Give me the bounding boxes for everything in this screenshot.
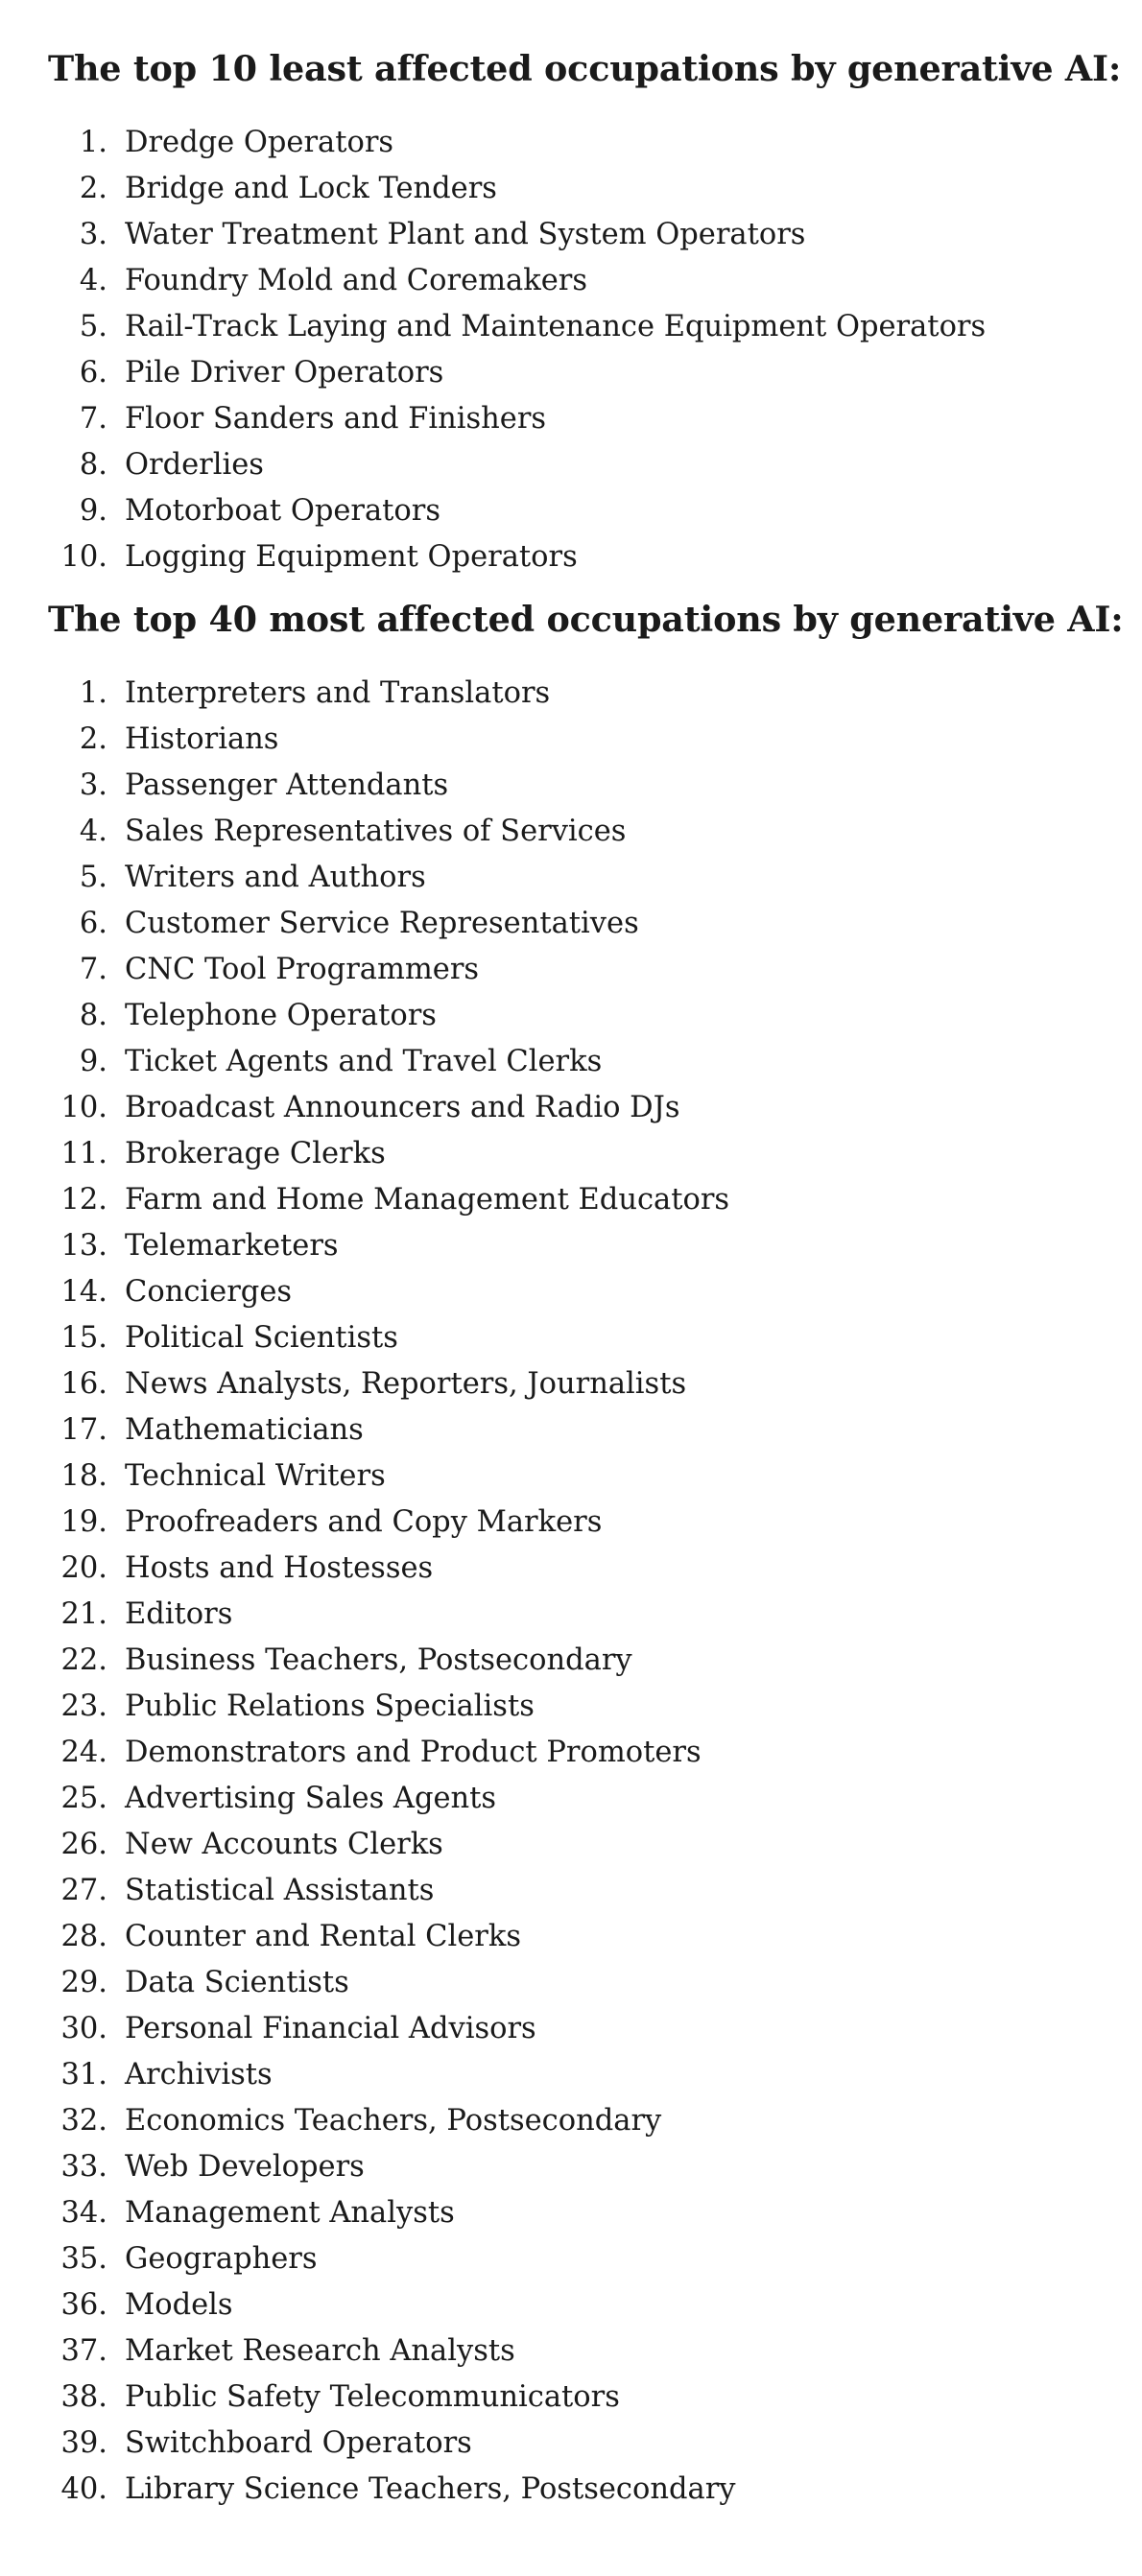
list-item: [48, 1131, 1142, 1177]
list-item-number: 34.: [60, 2196, 107, 2230]
list-item: [48, 947, 1142, 993]
list-item-text: Broadcast Announcers and Radio DJs: [125, 1091, 680, 1124]
most-affected-heading: The top 40 most affected occupations by generative AI:: [48, 599, 1124, 640]
list-item-text: Historians: [125, 722, 279, 756]
list-item-text: CNC Tool Programmers: [125, 953, 480, 986]
list-item-number: 15.: [60, 1321, 107, 1355]
list-item: [48, 1269, 1142, 1315]
list-item: [48, 1177, 1142, 1223]
list-item: [48, 1223, 1142, 1269]
list-item-text: Archivists: [125, 2058, 273, 2092]
list-item-number: 22.: [60, 1643, 107, 1677]
list-item-number: 21.: [60, 1597, 107, 1631]
list-item-number: 3.: [79, 768, 107, 802]
list-item-number: 8.: [79, 448, 107, 482]
list-item: [48, 2328, 1142, 2375]
list-item-text: Mathematicians: [125, 1413, 364, 1447]
list-item-text: News Analysts, Reporters, Journalists: [125, 1367, 687, 1401]
list-item-text: Motorboat Operators: [125, 494, 441, 528]
list-item: [48, 1960, 1142, 2006]
list-item-number: 40.: [60, 2472, 107, 2506]
list-item-text: Pile Driver Operators: [125, 356, 444, 390]
most-affected-list: [48, 671, 1142, 2513]
list-item-text: Concierges: [125, 1275, 293, 1309]
list-item-text: Foundry Mold and Coremakers: [125, 264, 587, 297]
list-item-text: Editors: [125, 1597, 233, 1631]
list-item: [48, 350, 1142, 396]
list-item-number: 13.: [60, 1229, 107, 1263]
list-item: [48, 2467, 1142, 2513]
list-item-text: Statistical Assistants: [125, 1874, 435, 1907]
list-item-number: 28.: [60, 1920, 107, 1953]
list-item: [48, 2375, 1142, 2421]
list-item-text: Passenger Attendants: [125, 768, 449, 802]
list-item: [48, 1914, 1142, 1960]
list-item: [48, 1500, 1142, 1546]
list-item: [48, 1453, 1142, 1500]
list-item-number: 12.: [60, 1183, 107, 1217]
list-item-text: Models: [125, 2288, 233, 2322]
list-item-number: 1.: [79, 126, 107, 159]
list-item-number: 7.: [79, 953, 107, 986]
list-item-number: 26.: [60, 1828, 107, 1861]
list-item-text: Farm and Home Management Educators: [125, 1183, 730, 1217]
list-item: [48, 1315, 1142, 1361]
list-item: [48, 534, 1142, 580]
list-item-text: Writers and Authors: [125, 861, 426, 894]
list-item-text: New Accounts Clerks: [125, 1828, 443, 1861]
list-item: [48, 1546, 1142, 1592]
list-item-number: 16.: [60, 1367, 107, 1401]
list-item-text: Rail-Track Laying and Maintenance Equipment Operators: [125, 310, 987, 343]
list-item-number: 4.: [79, 815, 107, 848]
list-item-number: 5.: [79, 861, 107, 894]
list-item-number: 2.: [79, 172, 107, 205]
list-item: [48, 396, 1142, 442]
list-item: [48, 993, 1142, 1039]
list-item-text: Counter and Rental Clerks: [125, 1920, 522, 1953]
list-item: [48, 2190, 1142, 2236]
list-item-number: 32.: [60, 2104, 107, 2138]
list-item-number: 9.: [79, 1045, 107, 1078]
list-item-text: Public Safety Telecommunicators: [125, 2380, 620, 2414]
list-item: [48, 2236, 1142, 2282]
list-item: [48, 763, 1142, 809]
list-item-number: 30.: [60, 2012, 107, 2045]
list-item-text: Management Analysts: [125, 2196, 455, 2230]
list-item-number: 37.: [60, 2334, 107, 2368]
list-item: [48, 717, 1142, 763]
list-item-text: Dredge Operators: [125, 126, 394, 159]
list-item: [48, 1730, 1142, 1776]
list-item: [48, 2052, 1142, 2098]
list-item-text: Floor Sanders and Finishers: [125, 402, 547, 436]
list-item-text: Advertising Sales Agents: [125, 1782, 497, 1815]
list-item-text: Telemarketers: [125, 1229, 339, 1263]
list-item-number: 6.: [79, 907, 107, 940]
list-item-text: Customer Service Representatives: [125, 907, 639, 940]
list-item-text: Business Teachers, Postsecondary: [125, 1643, 632, 1677]
list-item-number: 4.: [79, 264, 107, 297]
list-item-number: 10.: [60, 540, 107, 574]
list-item-text: Geographers: [125, 2242, 318, 2276]
list-item-text: Market Research Analysts: [125, 2334, 515, 2368]
list-item-text: Personal Financial Advisors: [125, 2012, 536, 2045]
list-item-number: 38.: [60, 2380, 107, 2414]
list-item: [48, 258, 1142, 304]
list-item-number: 24.: [60, 1736, 107, 1769]
list-item-text: Political Scientists: [125, 1321, 398, 1355]
list-item-number: 18.: [60, 1459, 107, 1493]
list-item: [48, 212, 1142, 258]
list-item-number: 8.: [79, 999, 107, 1032]
list-item-number: 20.: [60, 1551, 107, 1585]
list-item-text: Ticket Agents and Travel Clerks: [125, 1045, 603, 1078]
list-item-number: 35.: [60, 2242, 107, 2276]
list-item-number: 23.: [60, 1690, 107, 1723]
list-item-number: 25.: [60, 1782, 107, 1815]
list-item-text: Interpreters and Translators: [125, 676, 551, 710]
list-item: [48, 809, 1142, 855]
list-item: [48, 1085, 1142, 1131]
list-item-text: Telephone Operators: [125, 999, 437, 1032]
list-item: [48, 901, 1142, 947]
list-item-number: 39.: [60, 2426, 107, 2460]
list-item-number: 33.: [60, 2150, 107, 2184]
list-item-number: 11.: [60, 1137, 107, 1170]
list-item: [48, 1776, 1142, 1822]
list-item: [48, 855, 1142, 901]
list-item: [48, 442, 1142, 488]
list-item-text: Logging Equipment Operators: [125, 540, 578, 574]
list-item-number: 6.: [79, 356, 107, 390]
list-item-text: Public Relations Specialists: [125, 1690, 535, 1723]
list-item-text: Bridge and Lock Tenders: [125, 172, 497, 205]
list-item-number: 10.: [60, 1091, 107, 1124]
list-item-text: Library Science Teachers, Postsecondary: [125, 2472, 736, 2506]
list-item: [48, 1684, 1142, 1730]
list-item: [48, 166, 1142, 212]
list-item: [48, 1592, 1142, 1638]
list-item-number: 19.: [60, 1505, 107, 1539]
list-item-number: 1.: [79, 676, 107, 710]
list-item: [48, 1822, 1142, 1868]
list-item-text: Web Developers: [125, 2150, 365, 2184]
list-item: [48, 1638, 1142, 1684]
least-affected-heading: The top 10 least affected occupations by generative AI:: [48, 48, 1122, 89]
list-item-number: 27.: [60, 1874, 107, 1907]
list-item: [48, 1361, 1142, 1407]
list-item-number: 29.: [60, 1966, 107, 1999]
list-item: [48, 120, 1142, 166]
list-item-text: Technical Writers: [125, 1459, 386, 1493]
list-item-number: 5.: [79, 310, 107, 343]
list-item: [48, 1039, 1142, 1085]
list-item-text: Demonstrators and Product Promoters: [125, 1736, 702, 1769]
list-item: [48, 304, 1142, 350]
list-item-number: 14.: [60, 1275, 107, 1309]
list-item-text: Water Treatment Plant and System Operators: [125, 218, 806, 251]
list-item-text: Data Scientists: [125, 1966, 349, 1999]
list-item-number: 9.: [79, 494, 107, 528]
list-item-number: 17.: [60, 1413, 107, 1447]
list-item: [48, 2098, 1142, 2144]
list-item-text: Sales Representatives of Services: [125, 815, 627, 848]
list-item: [48, 488, 1142, 534]
least-affected-list: [48, 120, 1142, 580]
list-item-number: 7.: [79, 402, 107, 436]
list-item: [48, 2282, 1142, 2328]
list-item-text: Brokerage Clerks: [125, 1137, 386, 1170]
list-item: [48, 2144, 1142, 2190]
list-item-number: 31.: [60, 2058, 107, 2092]
list-item-number: 36.: [60, 2288, 107, 2322]
list-item-text: Orderlies: [125, 448, 264, 482]
list-item: [48, 2006, 1142, 2052]
list-item: [48, 1407, 1142, 1453]
list-item: [48, 2421, 1142, 2467]
list-item-number: 3.: [79, 218, 107, 251]
list-item-text: Hosts and Hostesses: [125, 1551, 434, 1585]
list-item: [48, 1868, 1142, 1914]
list-item-text: Economics Teachers, Postsecondary: [125, 2104, 662, 2138]
list-item: [48, 671, 1142, 717]
list-item-number: 2.: [79, 722, 107, 756]
list-item-text: Proofreaders and Copy Markers: [125, 1505, 603, 1539]
list-item-text: Switchboard Operators: [125, 2426, 472, 2460]
